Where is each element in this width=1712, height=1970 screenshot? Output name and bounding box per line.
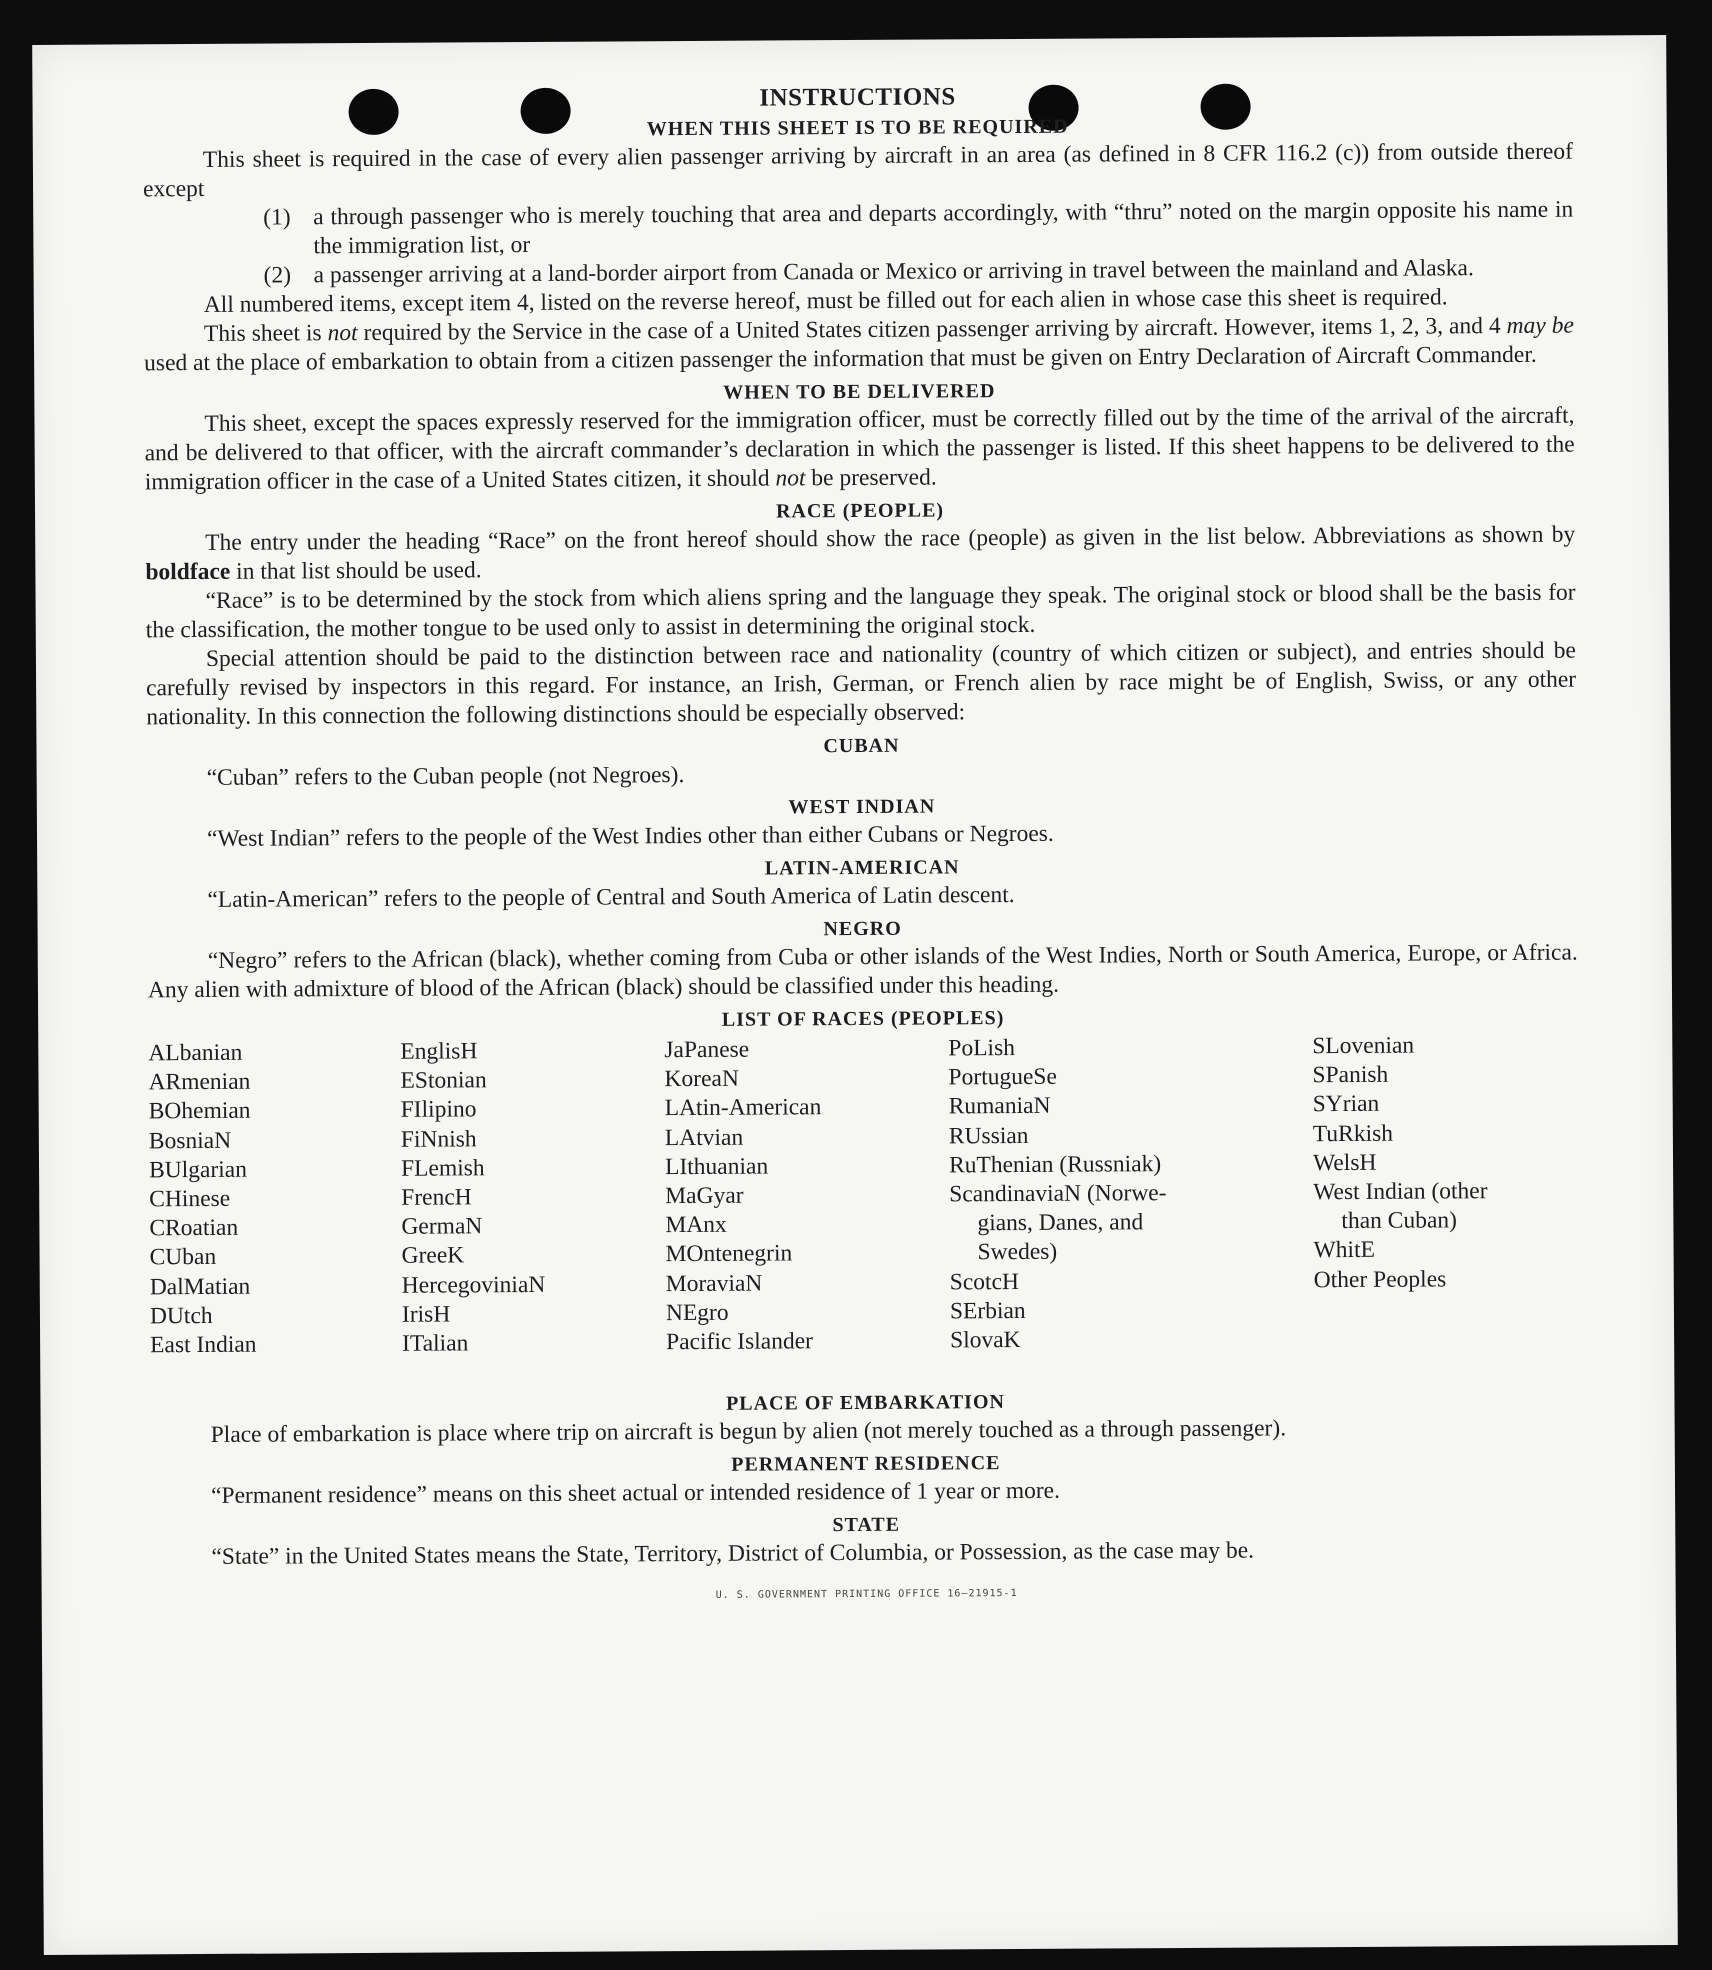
section-heading-cuban: CUBAN: [823, 734, 900, 758]
race-item: MaGyar: [665, 1182, 744, 1210]
race-item: CHinese: [149, 1185, 231, 1213]
paragraph: This sheet is required in the case of every alien passenger arriving by aircraft in an area (as defined in 8 CFR 116.2 (c)) from outside thereof except: [142, 138, 1573, 203]
race-item: PoLish: [948, 1035, 1016, 1062]
race-item: GermaN: [401, 1213, 483, 1240]
race-item: SLovenian: [1312, 1032, 1415, 1060]
list-number: (2): [263, 262, 292, 289]
race-item: BOhemian: [148, 1098, 251, 1125]
race-item: MoraviaN: [665, 1270, 763, 1297]
race-item: RuThenian (Russniak): [948, 1150, 1162, 1179]
race-item: WelsH: [1312, 1149, 1377, 1177]
race-item: SYrian: [1312, 1091, 1380, 1118]
race-item: SPanish: [1312, 1061, 1389, 1089]
race-item: than Cuban): [1341, 1207, 1457, 1235]
race-item: gians, Danes, and: [977, 1209, 1144, 1237]
paragraph: This sheet is not required by the Service in the case of a United States citizen passenger arriving by aircraft. However, items 1, 2, 3, and 4 may be used at the place of embarkation to obtain from a citizen passenger the information that must be given on Entry Declaration of Aircraft Commander.: [144, 312, 1574, 377]
race-item: ScandinaviaN (Norwe-: [949, 1180, 1167, 1208]
race-item: DalMatian: [149, 1273, 251, 1300]
document-body: [142, 78, 1581, 1614]
race-item: Swedes): [977, 1239, 1058, 1266]
section-heading-embarkation: PLACE OF EMBARKATION: [725, 1391, 1006, 1415]
section-heading-residence: PERMANENT RESIDENCE: [731, 1452, 1001, 1476]
section-heading-state: STATE: [832, 1513, 901, 1537]
race-item: ARmenian: [148, 1068, 251, 1096]
list-text: a passenger arriving at a land-border airport from Canada or Mexico or arriving in travel between the mainland and Alaska.: [313, 255, 1474, 289]
race-item: FrencH: [401, 1184, 472, 1211]
race-item: West Indian (other: [1313, 1178, 1488, 1206]
paragraph: This sheet, except the spaces expressly reserved for the immigration officer, must be correctly filled out by the time of the arrival of the aircraft, and be delivered to that officer, with the aircraft commander’s declaration in which the passenger is listed. If this sheet happens to be delivered to the immigration officer in the case of a United States citizen, it should not be preserved.: [144, 402, 1575, 496]
race-item: SErbian: [949, 1297, 1026, 1325]
list-item: [143, 196, 1573, 263]
race-item: FiNnish: [400, 1125, 477, 1153]
race-item: TuRkish: [1312, 1120, 1394, 1147]
race-item: East Indian: [150, 1331, 257, 1359]
paragraph: “Latin-American” refers to the people of Central and South America of Latin descent.: [207, 882, 1015, 913]
section-heading-delivered: WHEN TO BE DELIVERED: [723, 380, 996, 404]
race-item: SlovaK: [950, 1327, 1021, 1354]
race-item: RUssian: [948, 1122, 1029, 1150]
races-column-1: [148, 1039, 256, 1361]
race-item: DUtch: [149, 1302, 213, 1330]
race-item: KoreaN: [664, 1065, 739, 1093]
race-item: Other Peoples: [1313, 1266, 1447, 1293]
races-column-4: [948, 1033, 1167, 1356]
race-item: MAnx: [665, 1212, 727, 1239]
race-item: Pacific Islander: [666, 1328, 814, 1356]
list-number: (1): [263, 204, 291, 231]
race-item: BosniaN: [148, 1127, 232, 1154]
race-item: CRoatian: [149, 1214, 239, 1242]
races-column-2: [400, 1037, 546, 1359]
document-title: INSTRUCTIONS: [759, 83, 956, 112]
race-item: WhitE: [1313, 1237, 1375, 1264]
race-item: ALbanian: [148, 1039, 243, 1067]
section-heading-west-indian: WEST INDIAN: [788, 795, 936, 819]
race-item: HercegoviniaN: [401, 1271, 546, 1299]
paragraph: “Negro” refers to the African (black), whether coming from Cuba or other islands of the West Indies, North or South America, Europe, or Africa. Any alien with admixture of blood of the African (black) should be classified under this heading.: [147, 939, 1578, 1004]
race-item: LAtin-American: [664, 1094, 822, 1122]
paragraph: “Cuban” refers to the Cuban people (not Negroes).: [206, 762, 685, 791]
races-list: [148, 1031, 1580, 1390]
races-column-5: [1312, 1031, 1488, 1295]
paragraph: Special attention should be paid to the distinction between race and nationality (country of which citizen or subject), and entries should be carefully revised by inspectors in this regard. For instance, an Irish, German, or French alien by race might be of English, Swiss, or any other nationality. In this connection the following distinctions should be especially observed:: [146, 637, 1577, 731]
section-heading-race: RACE (PEOPLE): [775, 499, 945, 523]
paragraph: The entry under the heading “Race” on the front hereof should show the race (people) as given in the list below. Abbreviations as shown by boldface in that list should be used.: [145, 521, 1576, 586]
paragraph: “West Indian” refers to the people of the West Indies other than either Cubans or Negroes.: [206, 820, 1054, 852]
race-item: BUlgarian: [148, 1156, 248, 1184]
section-heading-latin-american: LATIN-AMERICAN: [764, 856, 960, 880]
race-item: ScotcH: [949, 1268, 1020, 1296]
race-item: PortugueSe: [948, 1063, 1057, 1091]
race-item: EnglisH: [400, 1038, 478, 1065]
race-item: FLemish: [400, 1155, 485, 1182]
paragraph: “State” in the United States means the State, Territory, District of Columbia, or Possession, as the case may be.: [211, 1537, 1255, 1570]
paragraph: “Race” is to be determined by the stock from which aliens spring and the language they speak. The original stock or blood shall be the basis for the classification, the mother tongue to be used only to assist in determining the original stock.: [145, 579, 1576, 644]
printer-imprint: U. S. GOVERNMENT PRINTING OFFICE 16—21915-1: [715, 1588, 1018, 1601]
race-item: FIlipino: [400, 1096, 477, 1124]
races-column-3: [664, 1035, 823, 1357]
list-text: a through passenger who is merely touching that area and departs accordingly, with “thru” noted on the margin opposite his name in the immigration list, or: [313, 196, 1574, 260]
race-item: EStonian: [400, 1067, 487, 1094]
race-item: MOntenegrin: [665, 1240, 793, 1268]
race-item: LAtvian: [664, 1124, 744, 1151]
race-item: IrisH: [401, 1301, 451, 1328]
race-item: ITalian: [402, 1330, 469, 1357]
section-heading-required: WHEN THIS SHEET IS TO BE REQUIRED: [646, 115, 1069, 141]
section-heading-races: LIST OF RACES (PEOPLES): [721, 1007, 1005, 1031]
race-item: GreeK: [401, 1242, 465, 1270]
race-item: NEgro: [665, 1299, 729, 1326]
race-item: RumaniaN: [948, 1093, 1051, 1120]
document-sheet: [32, 35, 1678, 1955]
paragraph: Place of embarkation is place where trip on aircraft is begun by alien (not merely touched as a through passenger).: [210, 1415, 1287, 1448]
paragraph: “Permanent residence” means on this sheet actual or intended residence of 1 year or more.: [210, 1477, 1061, 1509]
paragraph: All numbered items, except item 4, listed on the reverse hereof, must be filled out for each alien in whose case this sheet is required.: [203, 284, 1448, 318]
race-item: LIthuanian: [664, 1153, 769, 1180]
race-item: JaPanese: [664, 1036, 750, 1064]
section-heading-negro: NEGRO: [823, 917, 902, 941]
race-item: CUban: [149, 1244, 217, 1271]
